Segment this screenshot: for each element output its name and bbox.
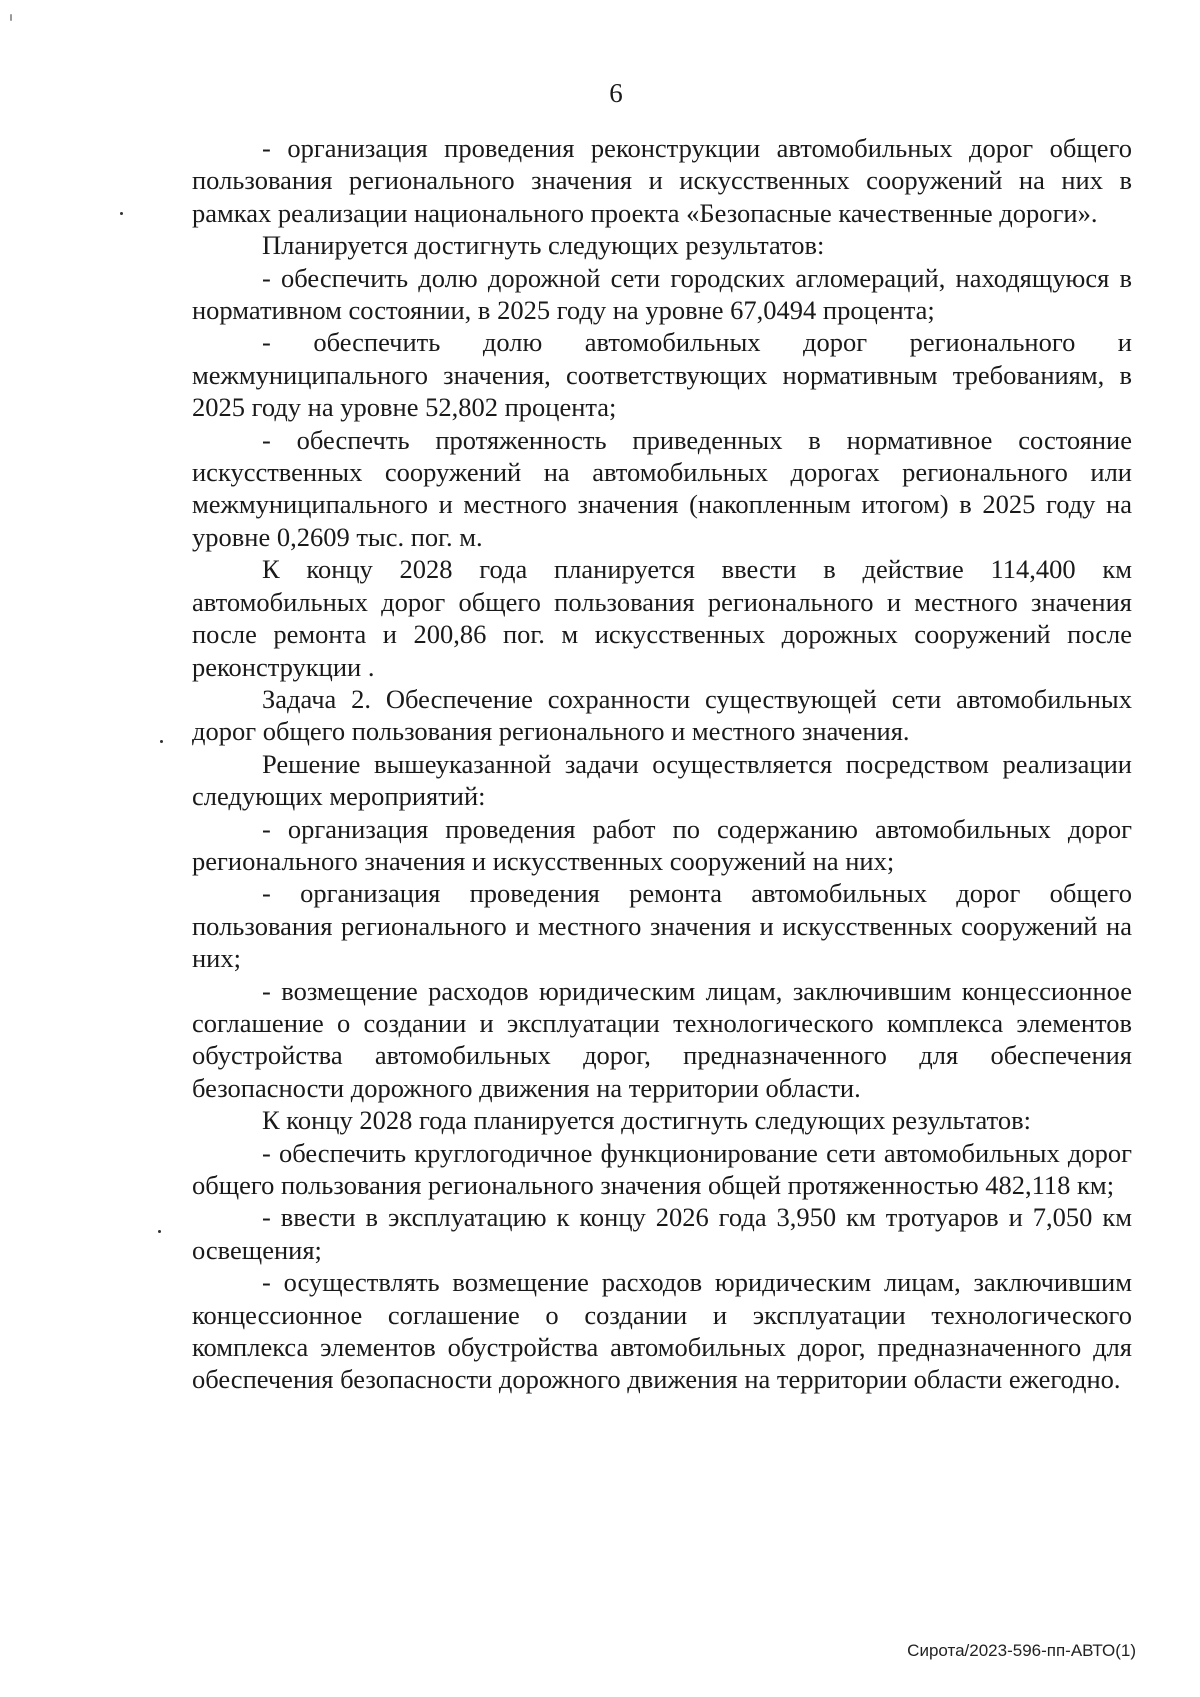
paragraph: - организация проведения реконструкции автомобильных дорог общего пользования регионального значения и искусственных сооружений на них в рамках реализации национального проекта «Безопасные качественные дороги». bbox=[192, 133, 1132, 228]
scan-speck bbox=[158, 1230, 161, 1233]
paragraph: - осуществлять возмещение расходов юридическим лицам, заключившим концессионное соглашение о создании и эксплуатации технологического комплекса элементов обустройства автомобильных дорог, предназначенного для обеспечения безопасности дорожного движения на территории области ежегодно. bbox=[192, 1267, 1132, 1395]
paragraph: Решение вышеуказанной задачи осуществляется посредством реализации следующих мероприятий: bbox=[192, 748, 1132, 812]
paragraph: - ввести в эксплуатацию к концу 2026 года 3,950 км тротуаров и 7,050 км освещения; bbox=[192, 1202, 1132, 1265]
paragraph: К концу 2028 года планируется ввести в действие 114,400 км автомобильных дорог общего пользования регионального и местного значения после ремонта и 200,86 пог. м искусственных дорожных сооружений после реконструкции . bbox=[192, 554, 1132, 682]
paragraph: Задача 2. Обеспечение сохранности существующей сети автомобильных дорог общего пользования регионального и местного значения. bbox=[192, 683, 1132, 747]
page-number: 6 bbox=[609, 78, 623, 108]
scan-speck bbox=[160, 740, 163, 743]
paragraph: - организация проведения ремонта автомобильных дорог общего пользования регионального и местного значения и искусственных сооружений на них; bbox=[192, 878, 1132, 974]
paragraph: Планируется достигнуть следующих результатов: bbox=[262, 230, 825, 261]
scan-speck bbox=[120, 212, 123, 215]
scan-mark bbox=[10, 14, 12, 21]
document-body bbox=[192, 132, 1132, 1396]
paragraph: - обеспечить долю автомобильных дорог регионального и межмуниципального значения, соответствующих нормативным требованиям, в 2025 году на уровне 52,802 процента; bbox=[192, 327, 1132, 423]
paragraph: К концу 2028 года планируется достигнуть следующих результатов: bbox=[262, 1105, 1031, 1136]
paragraph: - обеспечить долю дорожной сети городских агломераций, находящуюся в нормативном состоянии, в 2025 году на уровне 67,0494 процента; bbox=[192, 262, 1132, 326]
paragraph: - обеспечить круглогодичное функционирование сети автомобильных дорог общего пользования регионального значения общей протяженностью 482,118 км; bbox=[192, 1137, 1132, 1200]
paragraph: - обеспечть протяженность приведенных в нормативное состояние искусственных сооружений на автомобильных дорогах регионального или межмуниципального и местного значения (накопленным итогом) в 2025 году на уровне 0,2609 тыс. пог. м. bbox=[192, 424, 1132, 552]
document-reference: Сирота/2023-596-пп-АВТО(1) bbox=[907, 1641, 1136, 1660]
paragraph: - возмещение расходов юридическим лицам, заключившим концессионное соглашение о создании и эксплуатации технологического комплекса элементов обустройства автомобильных дорог, предназначенного для обеспечения безопасности дорожного движения на территории области. bbox=[192, 975, 1132, 1103]
paragraph: - организация проведения работ по содержанию автомобильных дорог регионального значения и искусственных сооружений на них; bbox=[192, 813, 1132, 876]
